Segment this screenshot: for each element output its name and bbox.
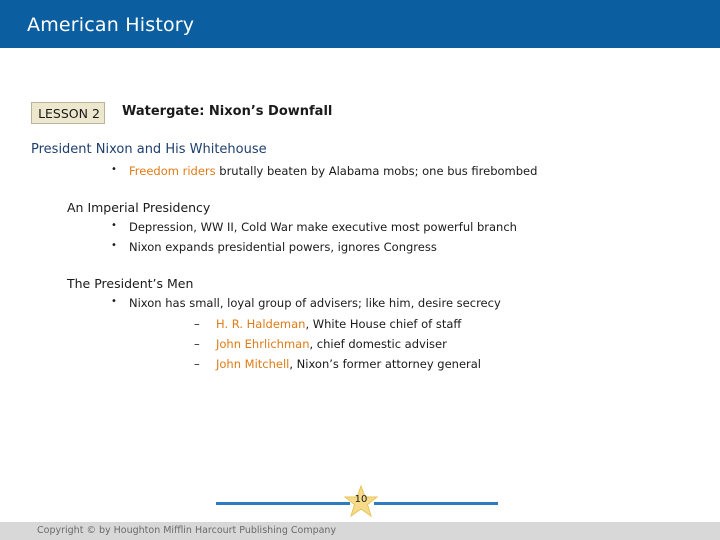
sub-bullet-body: , White House chief of staff	[305, 317, 462, 331]
footer-divider-left	[216, 502, 350, 505]
section-heading-presidents-men: The President’s Men	[67, 276, 194, 291]
bullet-dot: •	[111, 220, 117, 231]
bullet-text: Nixon has small, loyal group of advisers; like him, desire secrecy	[129, 296, 501, 310]
sub-bullet-dash: –	[194, 357, 200, 371]
lesson-badge	[31, 102, 105, 124]
sub-bullet-body: , chief domestic adviser	[309, 337, 447, 351]
bullet-dot: •	[111, 240, 117, 251]
highlight-name: H. R. Haldeman	[216, 317, 306, 331]
footer-divider-right	[374, 502, 498, 505]
sub-bullet-body: , Nixon’s former attorney general	[289, 357, 481, 371]
sub-bullet-text	[216, 317, 461, 331]
sub-bullet-text	[216, 357, 481, 371]
bullet-body: brutally beaten by Alabama mobs; one bus firebombed	[215, 164, 538, 178]
highlight-name: John Mitchell	[216, 357, 290, 371]
highlight-term: Freedom riders	[129, 164, 216, 178]
section-heading-nixon-whitehouse: President Nixon and His Whitehouse	[31, 142, 267, 157]
page-number: 10	[354, 494, 368, 505]
header-bar	[0, 0, 720, 48]
bullet-dot: •	[111, 164, 117, 175]
sub-bullet-text	[216, 337, 447, 351]
sub-bullet-dash: –	[194, 337, 200, 351]
bullet-text	[129, 164, 537, 178]
bullet-text: Nixon expands presidential powers, ignores Congress	[129, 240, 437, 254]
highlight-name: John Ehrlichman	[216, 337, 310, 351]
sub-bullet-dash: –	[194, 317, 200, 331]
copyright-text: Copyright © by Houghton Mifflin Harcourt Publishing Company	[37, 525, 337, 536]
section-heading-imperial-presidency: An Imperial Presidency	[67, 200, 211, 215]
lesson-title: Watergate: Nixon’s Downfall	[122, 104, 333, 119]
bullet-text: Depression, WW II, Cold War make executive most powerful branch	[129, 220, 517, 234]
course-title: American History	[27, 14, 195, 36]
bullet-dot: •	[111, 296, 117, 307]
lesson-badge-label: LESSON 2	[38, 106, 100, 121]
footer-bar	[0, 522, 720, 540]
